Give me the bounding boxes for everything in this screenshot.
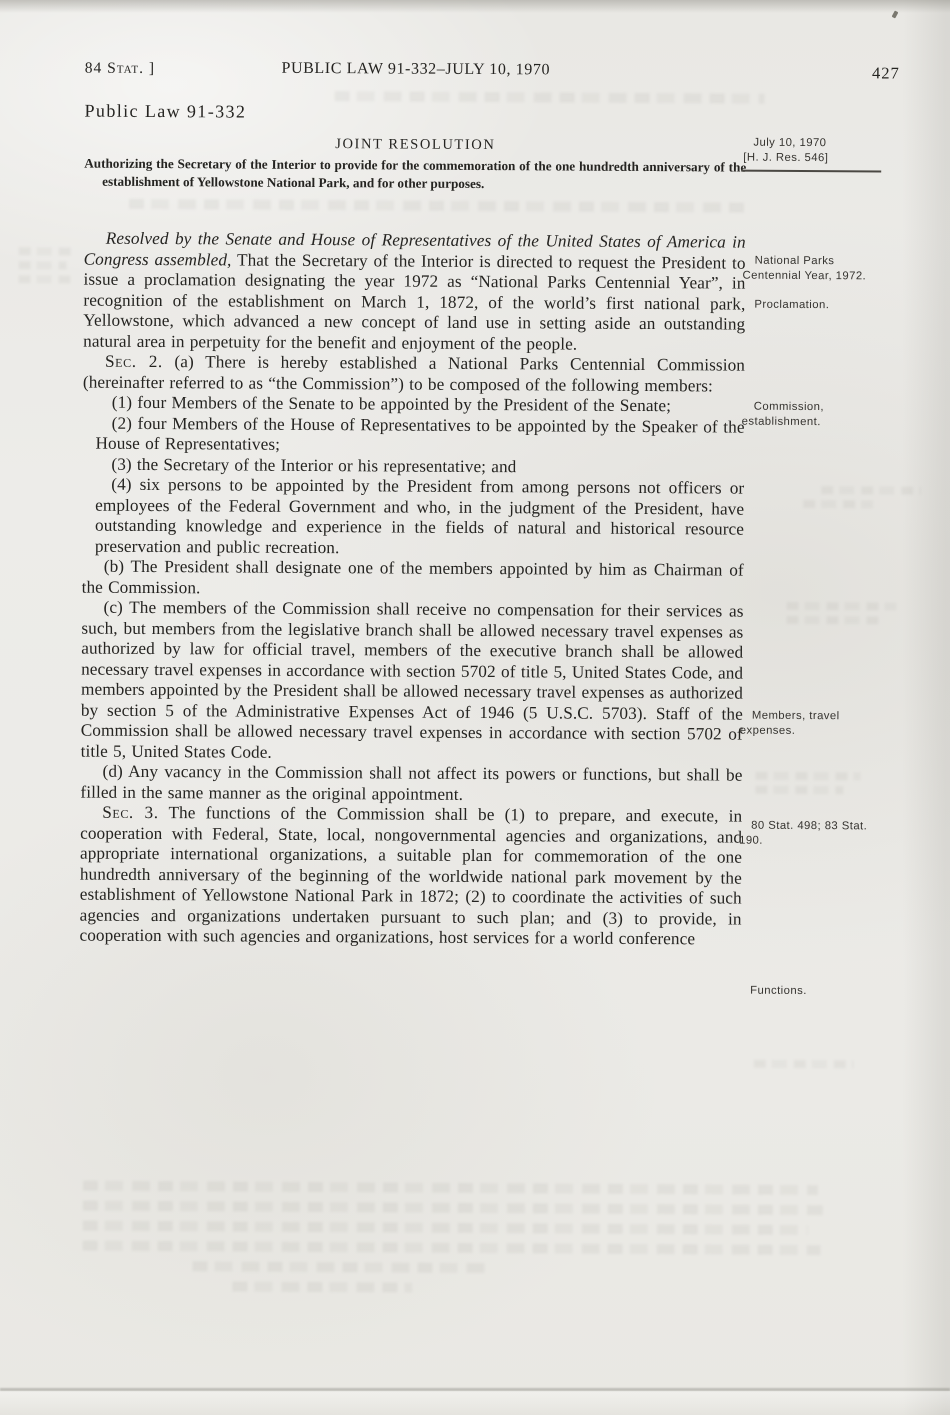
bleed-through-artifact (129, 199, 749, 223)
section-3-text: The functions of the Commission shall be (1) to prepare, and execute, in cooperation with Federal, State, local, nongovernmental agencies and organizations, and appropriate international organizations, a suitable plan for commemoration of the one hundredth anniversary of the beginning of the worldwide national park movement by the establishment of Yellowstone National Park in 1872; (2) to coordinate the activities of such agencies and organizations undertaken pursuant to such plan; and (3) to provide, in cooperation with such agencies and organizations, host services for a world conference (79, 803, 743, 949)
margin-note-centennial-year: National Parks Centennial Year, 1972. (742, 254, 867, 282)
section-2-member-list (95, 393, 745, 561)
margin-note-commission-establishment: Commission, establishment. (741, 400, 825, 428)
margin-note-proclamation: Proclamation. (754, 298, 830, 312)
sec2-item: (3) the Secretary of the Interior or his representative; and (111, 454, 517, 476)
margin-note-members-travel-expenses: Members, travel expenses. (739, 709, 840, 737)
margin-note-date (743, 136, 875, 173)
scan-edge-top-shadow (0, 0, 950, 13)
sec2-item: (2) four Members of the House of Representatives to be appointed by the Speaker of the House of Representatives; (95, 413, 745, 454)
bleed-through-artifact (786, 602, 916, 631)
margin-bill-reference: [H. J. Res. 546] (743, 151, 829, 164)
running-header-title: PUBLIC LAW 91-332–JULY 10, 1970 (281, 59, 551, 79)
sec2-item: (1) four Members of the Senate to be appointed by the President of the Senate; (111, 392, 672, 416)
page-number: 427 (871, 63, 900, 83)
bleed-through-artifact (754, 1060, 869, 1075)
enacting-clause-paragraph (83, 229, 746, 356)
body-text-column (79, 229, 745, 951)
sec2-item: (4) six persons to be appointed by the President from among persons not officers or employees of the Federal Government and who, in the judgment of the President, have outstanding knowledge and experience in the fields of natural and historical resource preservation and public recreation. (94, 474, 745, 557)
bleed-through-artifact (82, 1181, 823, 1306)
enacting-clause-italic: Resolved by the Senate and House of Representatives of the United States of America in Congress assembled, (83, 228, 746, 269)
margin-note-statute-citation: 80 Stat. 498; 83 Stat. 190. (739, 819, 868, 847)
law-heading: Public Law 91-332 (84, 100, 247, 122)
margin-note-functions: Functions. (750, 984, 807, 998)
preamble-text: Authorizing the Secretary of the Interior to provide for the commemoration of the one hundredth anniversary of the establishment of Yellowstone National Park, and for other purposes. (84, 155, 747, 192)
bleed-through-artifact (803, 486, 921, 515)
section-2-intro-text: (a) There is hereby established a National Parks Centennial Commission (hereinafter referred to as “the Commission”) to be composed of the following members: (82, 352, 746, 395)
section-3-paragraph (79, 803, 742, 951)
section-2c-paragraph: (c) The members of the Commission shall receive no compensation for their services as such, but members from the legislative branch shall be allowed necessary travel expenses as authorized by law for official travel, members of the executive branch shall be allowed necessary travel expenses in accordance with section 5702 of title 5, United States Code, and members appointed by the President shall be allowed necessary travel expenses as authorized by section 5 of the Administrative Expenses Act of 1946 (5 U.S.C. 5703). Staff of the Commission shall be allowed necessary travel expenses in accordance with section 5702 of title 5, United States Code. (80, 597, 744, 762)
section-2-label: Sec. 2. (104, 351, 163, 372)
bleed-through-artifact (755, 772, 875, 801)
section-3-label: Sec. 3. (102, 802, 159, 823)
enacting-clause-rest: That the Secretary of the Interior is directed to request the President to issue a proclamation designating the year 1972 as “National Parks Centennial Year”, in recognition of the establishment on March 1, 1872, of the world’s first national park, Yellowstone, which advanced a new concept of land use in setting aside an outstanding natural area in perpetuity for the benefit and enjoyment of the people. (83, 249, 746, 354)
margin-date: July 10, 1970 (753, 136, 827, 150)
section-2d-paragraph: (d) Any vacancy in the Commission shall not affect its powers or functions, but shall be filled in the same manner as the original appointment. (80, 761, 743, 804)
bleed-through-artifact (18, 247, 73, 289)
margin-rule (741, 170, 881, 173)
bleed-through-artifact (335, 91, 765, 114)
running-header-statute-volume: 84 Stat. ] (84, 59, 156, 78)
scan-edge-bottom-shadow (0, 1391, 950, 1415)
resolution-type-heading: JOINT RESOLUTION (335, 136, 496, 154)
section-2-intro-paragraph (83, 352, 745, 397)
section-2b-paragraph: (b) The President shall designate one of the members appointed by him as Chairman of the Commission. (81, 556, 744, 597)
